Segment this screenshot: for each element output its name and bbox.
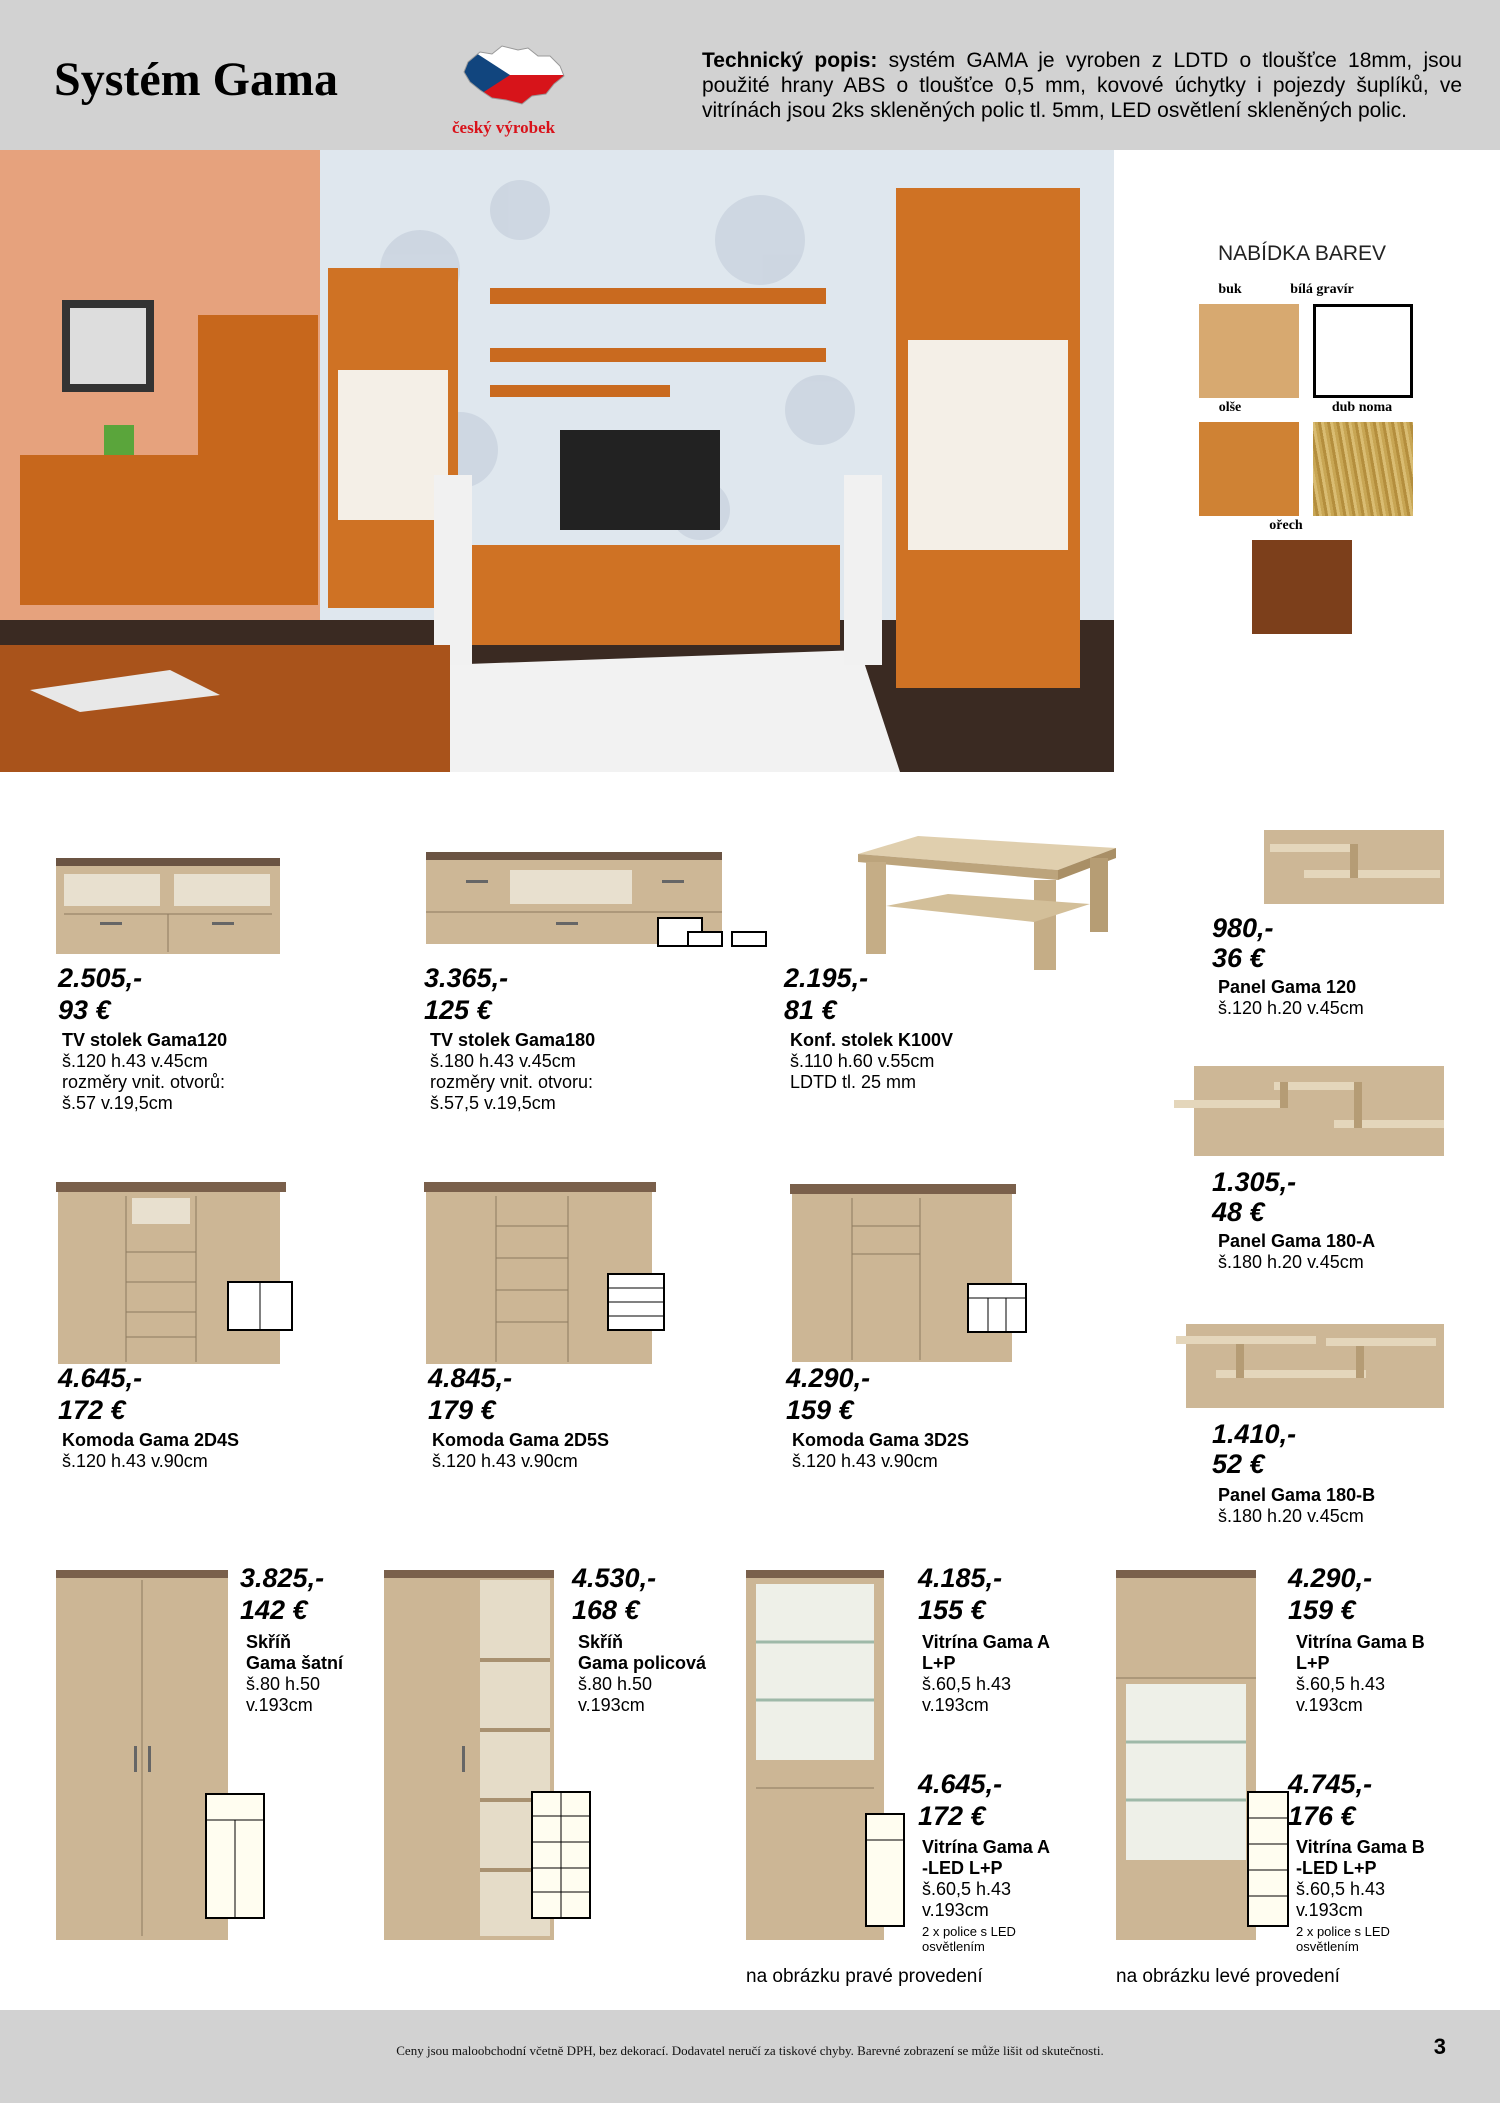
wall-panel-120-image (1264, 830, 1444, 904)
page-number: 3 (1433, 2034, 1446, 2059)
swatch-orech (1252, 540, 1352, 634)
tv-stand-120-image (56, 858, 280, 960)
price-czk: 2.505,- (58, 963, 143, 993)
swatch-label-buk: buk (1218, 282, 1242, 297)
vitrine-a-image (746, 1570, 906, 1946)
room-photo (0, 150, 1114, 772)
price-czk: 4.530,- (572, 1563, 657, 1593)
right-variant-note: na obrázku pravé provedení (746, 1966, 983, 1987)
product-name: Panel Gama 180-A (1218, 1231, 1376, 1251)
product-name: Konf. stolek K100V (790, 1030, 954, 1050)
price-czk: 1.305,- (1212, 1167, 1297, 1197)
price-eur: 155 € (918, 1595, 986, 1625)
price-czk: 4.290,- (1288, 1563, 1373, 1593)
product-dims: š.180 h.20 v.45cm (1218, 1252, 1364, 1272)
product-dims: š.80 h.50 (578, 1674, 653, 1694)
product-name: Skříň (246, 1632, 292, 1652)
tv-stand-180-image (426, 852, 770, 956)
product-dims: v.193cm (578, 1695, 645, 1715)
price-eur: 125 € (424, 995, 492, 1025)
product-dims: š.120 h.43 v.90cm (432, 1451, 578, 1471)
product-dims: š.120 h.43 v.90cm (792, 1451, 938, 1471)
wardrobe-policova-image (384, 1570, 592, 1946)
product-dims: š.180 h.20 v.45cm (1218, 1506, 1364, 1526)
price-czk: 3.825,- (240, 1563, 325, 1593)
product-dims: š.60,5 h.43 (1296, 1879, 1386, 1899)
price-czk: 1.410,- (1212, 1419, 1297, 1449)
product-dims: rozměry vnit. otvorů: (62, 1072, 226, 1092)
price-eur: 52 € (1212, 1449, 1265, 1479)
price-eur: 159 € (786, 1395, 854, 1425)
price-czk: 980,- (1212, 913, 1274, 943)
product-dims: LDTD tl. 25 mm (790, 1072, 917, 1092)
price-czk: 4.845,- (428, 1363, 513, 1393)
product-name: Panel Gama 120 (1218, 977, 1357, 997)
page-header (0, 0, 1500, 150)
technical-label: Technický popis: (702, 49, 878, 72)
color-offer-title: NABÍDKA BAREV (1218, 242, 1387, 265)
swatch-label-dub-noma: dub noma (1331, 400, 1393, 415)
product-dims: rozměry vnit. otvoru: (430, 1072, 594, 1092)
product-name: Gama šatní (246, 1653, 344, 1673)
price-czk: 3.365,- (424, 963, 509, 993)
product-dims: v.193cm (1296, 1900, 1363, 1920)
swatch-label-olse: olše (1218, 400, 1242, 415)
product-dims: š.60,5 h.43 (922, 1674, 1012, 1694)
product-dims: š.80 h.50 (246, 1674, 321, 1694)
price-czk: 4.645,- (918, 1769, 1003, 1799)
product-dims: š.180 h.43 v.45cm (430, 1051, 576, 1071)
price-eur: 168 € (572, 1595, 640, 1625)
product-dims: š.57 v.19,5cm (62, 1093, 173, 1113)
product-name: -LED L+P (1296, 1858, 1377, 1878)
product-name: Vitrína Gama B (1296, 1837, 1425, 1857)
product-name: L+P (922, 1653, 956, 1673)
price-eur: 172 € (918, 1801, 986, 1831)
product-name: TV stolek Gama180 (430, 1030, 596, 1050)
price-eur: 176 € (1288, 1801, 1356, 1831)
price-eur: 159 € (1288, 1595, 1356, 1625)
price-eur: 48 € (1212, 1197, 1265, 1227)
wardrobe-satni-image (56, 1570, 268, 1946)
product-name: Komoda Gama 3D2S (792, 1430, 970, 1450)
price-czk: 4.645,- (58, 1363, 143, 1393)
product-dims: v.193cm (246, 1695, 313, 1715)
product-dims: š.60,5 h.43 (1296, 1674, 1386, 1694)
product-name: Vitrína Gama A (922, 1837, 1051, 1857)
product-name: Panel Gama 180-B (1218, 1485, 1376, 1505)
dresser-3d2s-image (790, 1184, 1030, 1364)
page-title: Systém Gama (54, 53, 338, 106)
product-name: L+P (1296, 1653, 1330, 1673)
wall-panel-180a-image (1174, 1066, 1444, 1156)
product-dims: š.120 h.43 v.90cm (62, 1451, 208, 1471)
product-dims: v.193cm (922, 1695, 989, 1715)
product-name: TV stolek Gama120 (62, 1030, 228, 1050)
price-czk: 4.185,- (918, 1563, 1003, 1593)
product-note: 2 x police s LED (922, 1924, 1016, 1939)
page-footer (0, 2010, 1500, 2103)
dresser-2d5s-image (424, 1182, 668, 1366)
product-dims: v.193cm (1296, 1695, 1363, 1715)
footer-disclaimer: Ceny jsou maloobchodní včetně DPH, bez dekorací. Dodavatel neručí za tiskové chyby. Barevné zobrazení se může lišit od skutečnosti. (396, 2043, 1104, 2058)
price-eur: 142 € (240, 1595, 308, 1625)
price-eur: 172 € (58, 1395, 126, 1425)
czech-map-flag-icon (462, 44, 566, 106)
product-note: 2 x police s LED (1296, 1924, 1390, 1939)
product-name: -LED L+P (922, 1858, 1003, 1878)
price-eur: 81 € (784, 995, 837, 1025)
price-eur: 36 € (1212, 943, 1265, 973)
product-name: Gama policová (578, 1653, 707, 1673)
product-name: Skříň (578, 1632, 624, 1652)
wall-panel-180b-image (1176, 1324, 1444, 1408)
price-czk: 2.195,- (784, 963, 869, 993)
product-dims: š.60,5 h.43 (922, 1879, 1012, 1899)
price-czk: 4.290,- (786, 1363, 871, 1393)
coffee-table-image (858, 836, 1116, 970)
product-name: Vitrína Gama B (1296, 1632, 1425, 1652)
swatch-buk (1199, 304, 1299, 398)
swatch-label-orech: ořech (1269, 518, 1303, 533)
product-note: osvětlením (922, 1939, 985, 1954)
czech-product-label: český výrobek (452, 118, 556, 137)
product-dims: š.120 h.43 v.45cm (62, 1051, 208, 1071)
swatch-bila-gravir (1313, 304, 1413, 398)
product-dims: š.110 h.60 v.55cm (790, 1051, 935, 1071)
color-offer-panel (1180, 240, 1440, 640)
product-dims: š.120 h.20 v.45cm (1218, 998, 1364, 1018)
vitrine-b-image (1116, 1570, 1296, 1946)
dresser-2d4s-image (56, 1182, 300, 1366)
product-name: Komoda Gama 2D5S (432, 1430, 610, 1450)
product-name: Vitrína Gama A (922, 1632, 1051, 1652)
left-variant-note: na obrázku levé provedení (1116, 1966, 1340, 1987)
swatch-dub-noma (1313, 422, 1413, 516)
swatch-label-bila-gravir: bílá gravír (1290, 282, 1354, 297)
technical-description (702, 48, 1462, 123)
price-czk: 4.745,- (1288, 1769, 1373, 1799)
product-dims: š.57,5 v.19,5cm (430, 1093, 556, 1113)
technical-text: systém GAMA je vyroben z LDTD o tloušťce 18mm, jsou použité hrany ABS o tloušťce 0,5 mm, kovové úchytky i pojezdy šuplíků, ve vitrínách jsou 2ks skleněných polic tl. 5mm, LED osvětlení skleněných polic. (702, 49, 1462, 122)
product-name: Komoda Gama 2D4S (62, 1430, 240, 1450)
product-dims: v.193cm (922, 1900, 989, 1920)
product-note: osvětlením (1296, 1939, 1359, 1954)
swatch-olse (1199, 422, 1299, 516)
price-eur: 93 € (58, 995, 111, 1025)
price-eur: 179 € (428, 1395, 496, 1425)
